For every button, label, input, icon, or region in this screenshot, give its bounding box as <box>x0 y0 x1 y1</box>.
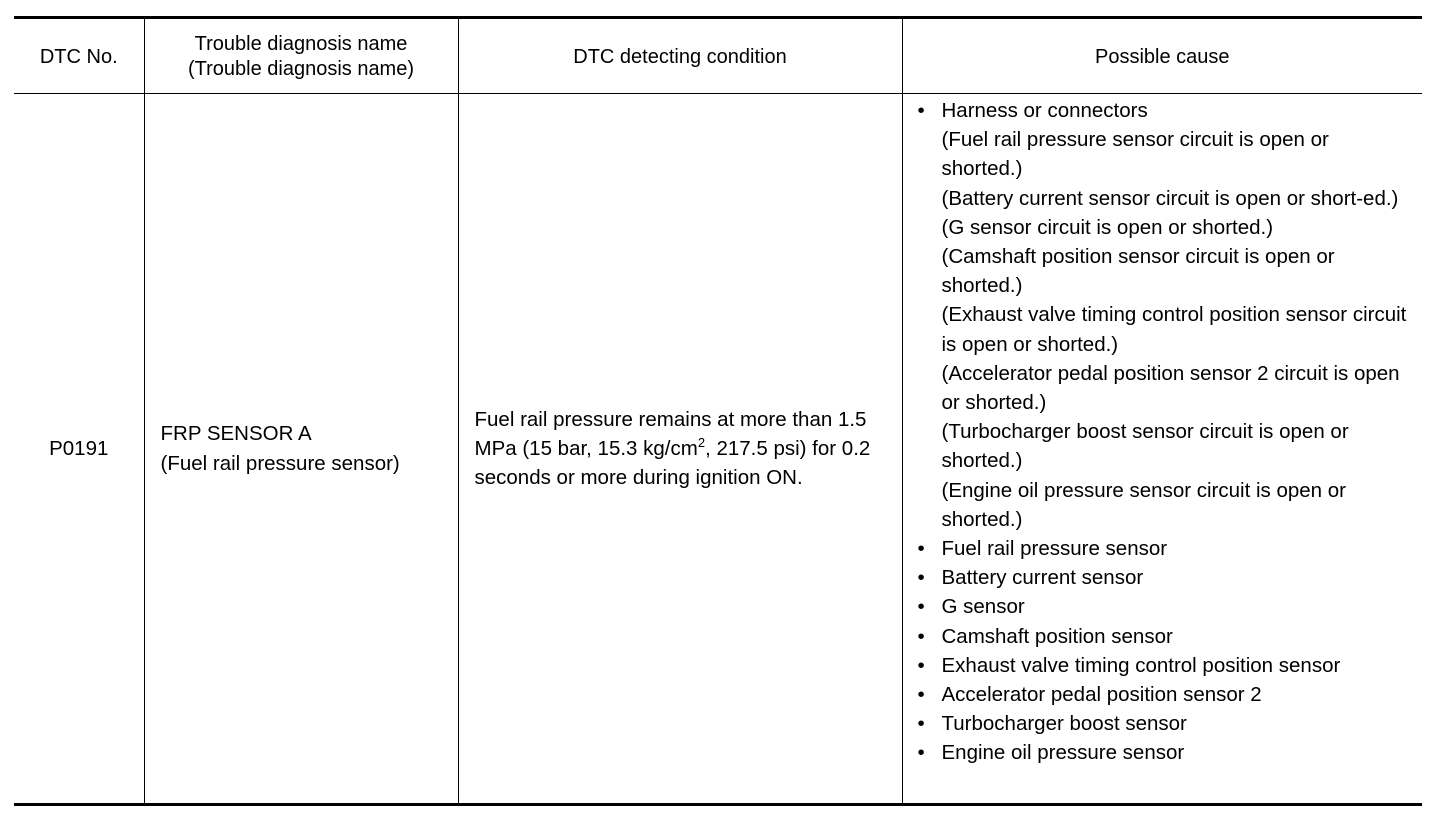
table-body <box>14 94 1422 805</box>
sub-list-item: (Turbocharger boost sensor circuit is open or shorted.) <box>941 420 1349 473</box>
list-item <box>917 738 1415 767</box>
table-header <box>14 18 1422 94</box>
header-name-line2: (Trouble diagnosis name) <box>187 58 415 80</box>
list-item <box>917 592 1415 621</box>
cause-text: Engine oil pressure sensor <box>941 741 1185 765</box>
bullet-icon: • <box>917 566 925 590</box>
cause-text: Battery current sensor <box>941 566 1144 590</box>
sub-list-item: (G sensor circuit is open or shorted.) <box>941 215 1274 239</box>
header-detecting-condition: DTC detecting condition <box>458 18 902 94</box>
bullet-icon: • <box>917 595 925 619</box>
diagnosis-name-detail: (Fuel rail pressure sensor) <box>160 451 400 475</box>
cause-sub-list <box>942 125 1415 534</box>
table-row <box>14 94 1422 805</box>
sub-list-item: (Accelerator pedal position sensor 2 circuit is open or shorted.) <box>941 361 1400 415</box>
cause-text: Accelerator pedal position sensor 2 <box>941 683 1262 707</box>
bullet-icon: • <box>917 99 925 122</box>
cause-text: Harness or connectors <box>941 99 1148 122</box>
cause-text: Camshaft position sensor <box>941 624 1173 648</box>
dtc-number-cell <box>14 94 144 805</box>
list-item <box>917 680 1415 709</box>
diagnosis-name: FRP SENSOR A <box>160 422 312 446</box>
cause-text: Fuel rail pressure sensor <box>941 537 1168 561</box>
bullet-icon: • <box>917 624 925 648</box>
condition-part1: Fuel rail pressure remains at more than 1.5 MPa (15 bar, 15.3 kg/cm <box>474 407 867 460</box>
dtc-number: P0191 <box>49 436 109 460</box>
list-item <box>917 709 1415 738</box>
cause-text: G sensor <box>941 595 1025 619</box>
bullet-icon: • <box>917 653 925 677</box>
dtc-table <box>14 16 1422 806</box>
list-item <box>917 622 1415 651</box>
bullet-icon: • <box>917 537 925 561</box>
diagnosis-name-cell <box>144 94 458 805</box>
possible-cause-cell <box>902 94 1422 805</box>
cause-text: Turbocharger boost sensor <box>941 712 1187 736</box>
header-trouble-diagnosis-name <box>144 18 458 94</box>
header-dtc-no: DTC No. <box>14 18 144 94</box>
possible-cause-list <box>917 96 1415 768</box>
header-row <box>14 18 1422 94</box>
detecting-condition-cell <box>458 94 902 805</box>
detecting-condition-text <box>475 405 892 493</box>
header-name-line1: Trouble diagnosis name <box>194 33 408 55</box>
condition-part2: , 217.5 psi) for 0.2 seconds or more during ignition ON. <box>474 436 871 490</box>
sub-list-item: (Exhaust valve timing control position sensor circuit is open or shorted.) <box>941 303 1407 356</box>
sub-list-item: (Battery current sensor circuit is open or short-ed.) <box>941 186 1399 210</box>
sub-list-item: (Fuel rail pressure sensor circuit is open or shorted.) <box>941 128 1329 181</box>
list-item <box>917 534 1415 563</box>
sub-list-item: (Camshaft position sensor circuit is open or shorted.) <box>941 245 1335 298</box>
bullet-icon: • <box>917 683 925 707</box>
bullet-icon: • <box>917 741 925 765</box>
sub-list-item: (Engine oil pressure sensor circuit is open or shorted.) <box>941 478 1346 531</box>
cause-text: Exhaust valve timing control position sensor <box>941 653 1341 677</box>
header-possible-cause: Possible cause <box>902 18 1422 94</box>
bullet-icon: • <box>917 712 925 736</box>
condition-superscript: 2 <box>697 434 706 450</box>
list-item <box>917 96 1415 534</box>
list-item <box>917 563 1415 592</box>
list-item <box>917 651 1415 680</box>
